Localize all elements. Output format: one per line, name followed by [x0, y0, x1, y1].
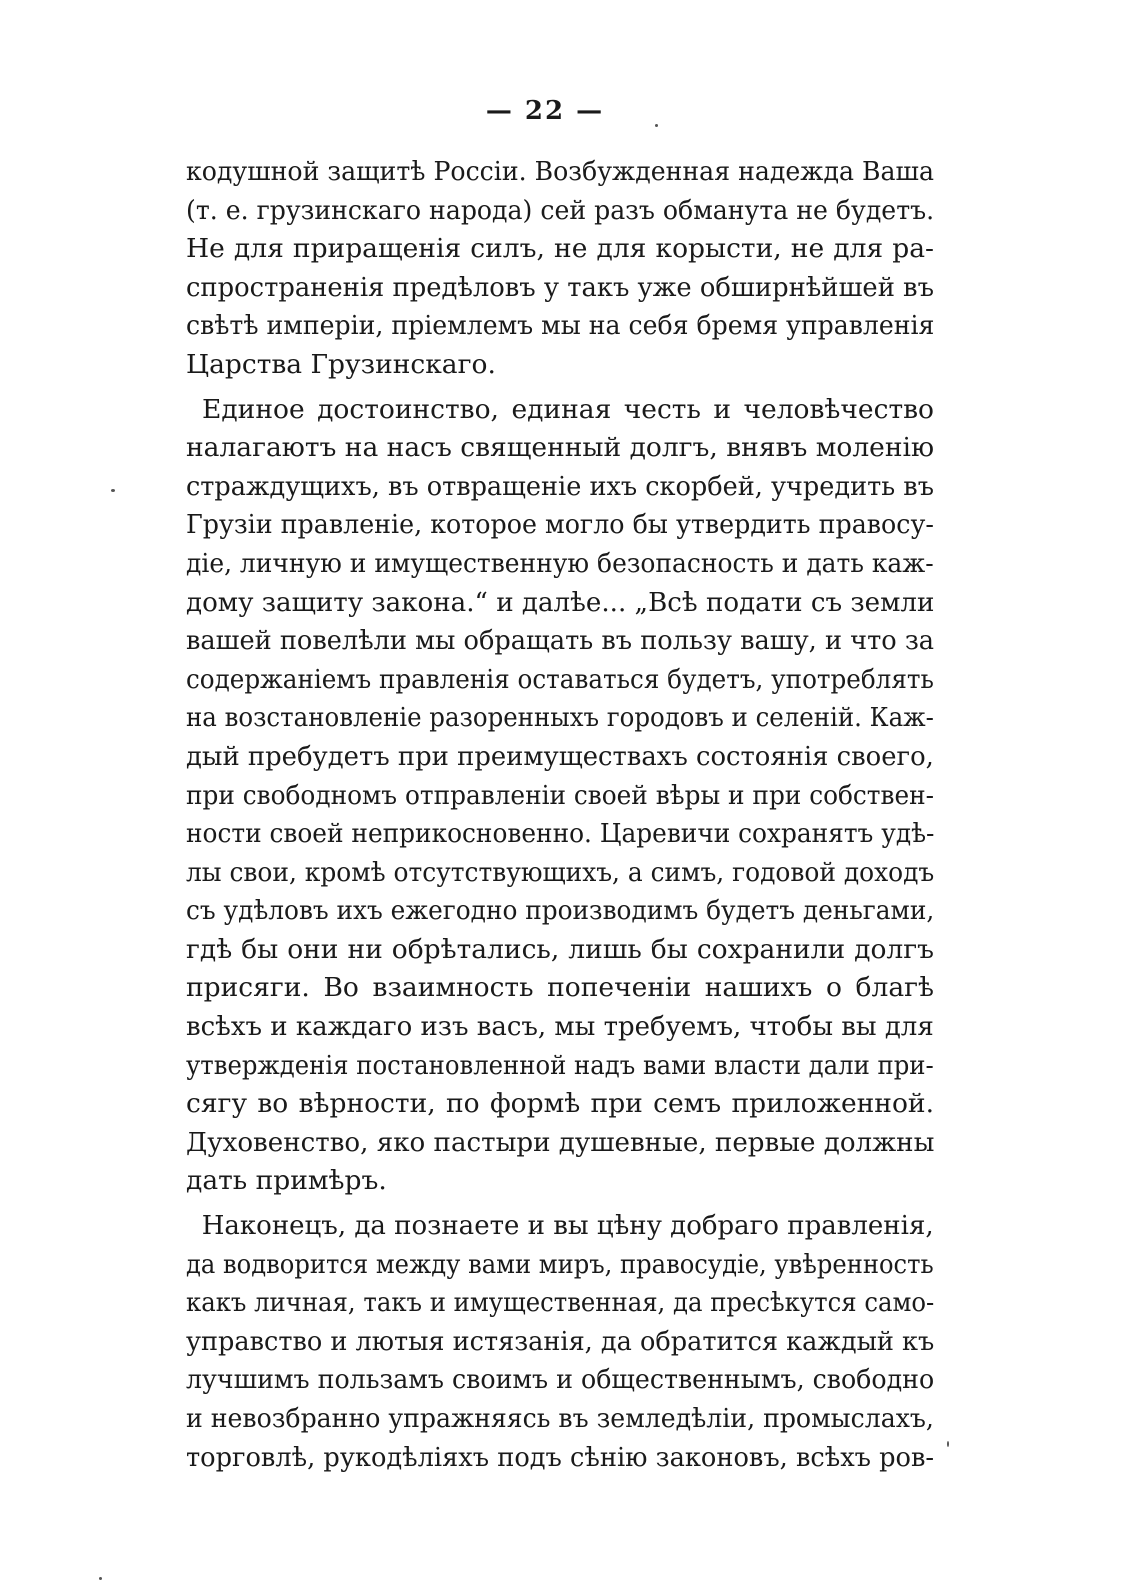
page-number: — 22 — [485, 96, 605, 126]
text-line: Не для приращенія силъ, не для корысти, не для ра- [186, 233, 934, 265]
paragraph-2 [186, 391, 934, 1201]
text-line: Царства Грузинскаго. [186, 348, 496, 380]
text-line: (т. е. грузинскаго народа) сей разъ обманута не будетъ. [186, 194, 935, 226]
text-line: Духовенство, яко пастыри душевные, первые должны [186, 1126, 935, 1158]
text-line: свѣтѣ имперіи, пріемлемъ мы на себя бремя управленія [186, 310, 935, 342]
text-line: да водворится между вами миръ, правосудіе, увѣренность [186, 1248, 934, 1280]
text-line: дый пребудетъ при преимуществахъ состоянія своего, [186, 740, 934, 772]
text-line: Грузіи правленіе, которое могло бы утвердить правосу- [186, 509, 934, 541]
text-line: дому защиту закона.“ и далѣе... „Всѣ подати съ земли [186, 586, 935, 618]
text-line: кодушной защитѣ Россіи. Возбужденная надежда Ваша [186, 156, 934, 187]
text-line: сягу во вѣрности, по формѣ при семъ приложенной. [186, 1088, 934, 1120]
paragraph-3 [186, 1207, 934, 1477]
text-line: дать примѣръ. [186, 1165, 387, 1197]
text-line: налагаютъ на насъ священный долгъ, внявъ моленію [186, 432, 935, 464]
text-line: и невозбранно упражняясь въ земледѣліи, промыслахъ, [186, 1403, 934, 1434]
text-line: гдѣ бы они ни обрѣтались, лишь бы сохранили долгъ [186, 933, 934, 965]
text-line: вашей повелѣли мы обращать въ пользу вашу, и что за [186, 625, 935, 657]
paragraph-1 [186, 153, 934, 385]
text-line: управство и лютыя истязанія, да обратится каждый къ [186, 1325, 935, 1357]
text-line: спространенія предѣловъ у такъ уже обширнѣйшей въ [186, 271, 934, 303]
text-line: на возстановленіе разоренныхъ городовъ и селеній. Каж- [186, 702, 934, 734]
scan-speck [947, 1441, 949, 1447]
text-line: діе, личную и имущественную безопасность и дать каж- [186, 547, 934, 579]
scan-speck [111, 489, 115, 492]
text-line: лы свои, кромѣ отсутствующихъ, а симъ, годовой доходъ [186, 856, 935, 888]
text-line: утвержденія постановленной надъ вами власти дали при- [186, 1049, 934, 1081]
text-line: страждущихъ, въ отвращеніе ихъ скорбей, учредить въ [186, 470, 934, 502]
text-line: ности своей неприкосновенно. Царевичи сохранятъ удѣ- [186, 818, 935, 850]
text-line: при свободномъ отправленіи своей вѣры и при собствен- [186, 779, 934, 811]
scan-speck [99, 1577, 102, 1580]
text-line: всѣхъ и каждаго изъ васъ, мы требуемъ, чтобы вы для [186, 1011, 934, 1043]
text-line: Наконецъ, да познаете и вы цѣну добраго правленія, [201, 1210, 934, 1242]
text-line: какъ личная, такъ и имущественная, да пресѣкутся само- [186, 1287, 935, 1319]
text-line: присяги. Во взаимность попеченіи нашихъ о благѣ [186, 972, 934, 1004]
text-line: съ удѣловъ ихъ ежегодно производимъ будетъ деньгами, [186, 895, 935, 927]
scan-speck [655, 124, 658, 127]
text-line: торговлѣ, рукодѣліяхъ подъ сѣнію законовъ, всѣхъ ров- [186, 1441, 935, 1473]
text-line: содержаніемъ правленія оставаться будетъ, употреблять [186, 663, 934, 695]
text-line: Единое достоинство, единая честь и человѣчество [202, 393, 934, 425]
text-line: лучшимъ пользамъ своимъ и общественнымъ, свободно [186, 1364, 935, 1396]
body-text [186, 153, 934, 1477]
